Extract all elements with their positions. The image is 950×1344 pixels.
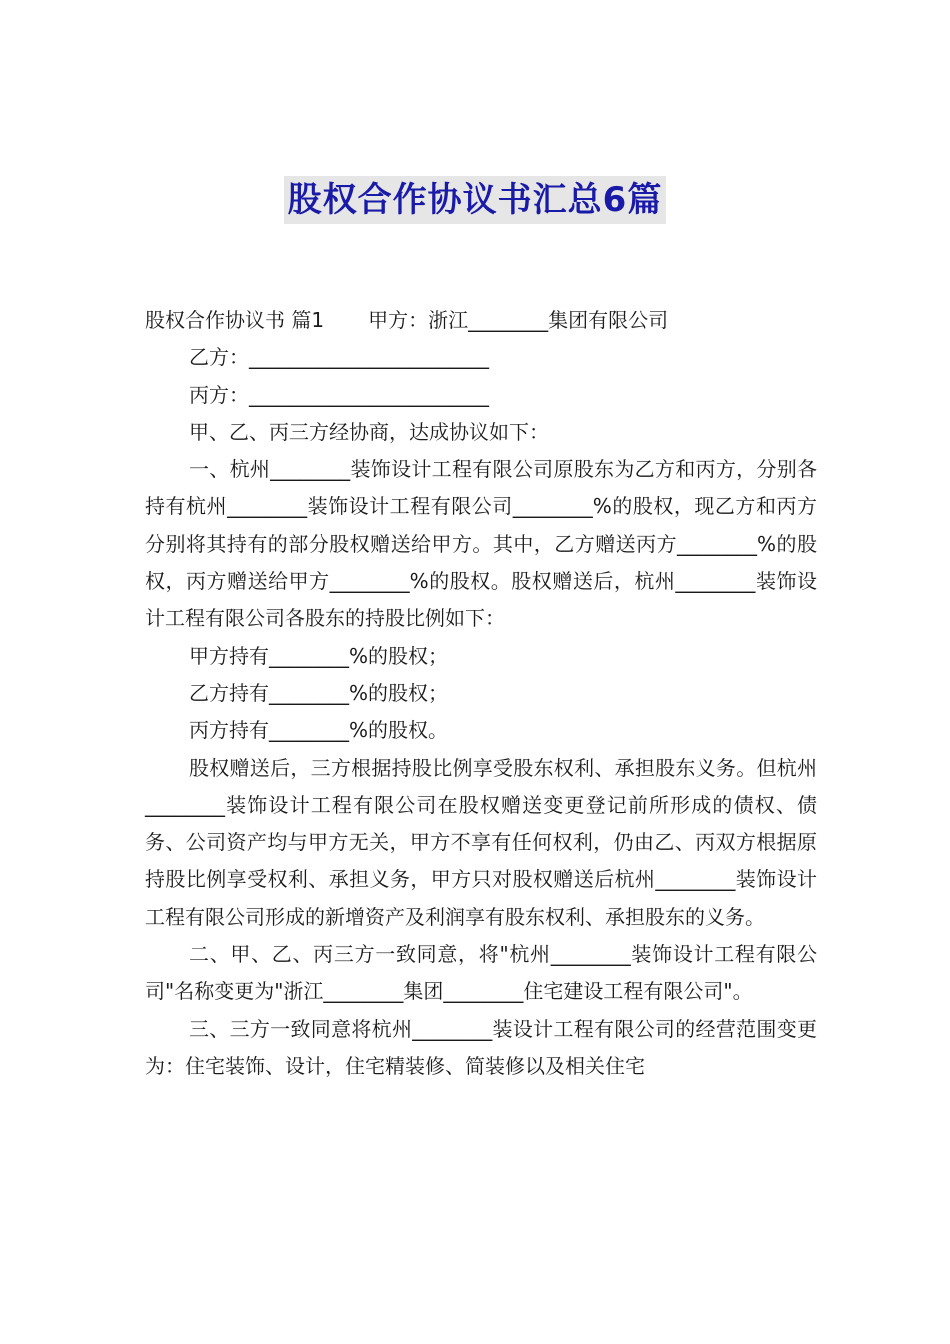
party-a-line: 甲方：浙江________集团有限公司 xyxy=(368,308,669,332)
part-label: 股权合作协议书 篇1 xyxy=(145,308,325,332)
share-party-b: 乙方持有________%的股权； xyxy=(189,680,449,705)
heading-line xyxy=(145,302,817,339)
title-block xyxy=(0,176,950,224)
share-party-c: 丙方持有________%的股权。 xyxy=(189,718,449,743)
agreement-intro: 甲、乙、丙三方经协商，达成协议如下： xyxy=(189,419,549,444)
clause-3: 三、三方一致同意将杭州________装设计工程有限公司的经营范围变更为：住宅装饰、设计，住宅精装修、简装修以及相关住宅 xyxy=(145,1016,817,1078)
party-c-line: 丙方：________________________ xyxy=(189,382,489,407)
document-title: 股权合作协议书汇总6篇 xyxy=(284,176,667,224)
clause-2: 二、甲、乙、丙三方一致同意，将"杭州________装饰设计工程有限公司"名称变更为"浙江________集团________住宅建设工程有限公司"。 xyxy=(145,942,817,1004)
clause-1-rights: 股权赠送后，三方根据持股比例享受股东权利、承担股东义务。但杭州________装饰设计工程有限公司在股权赠送变更登记前所形成的债权、债务、公司资产均与甲方无关，甲方不享有任何权利，仍由乙、丙双方根据原持股比例享受权利、承担义务，甲方只对股权赠送后杭州________装饰设计工程有限公司形成的新增资产及利润享有股东权利、承担股东的义务。 xyxy=(145,755,817,929)
party-b-line: 乙方：________________________ xyxy=(189,345,489,370)
share-party-a: 甲方持有________%的股权； xyxy=(189,643,449,668)
document-body xyxy=(145,302,817,1085)
clause-1: 一、杭州________装饰设计工程有限公司原股东为乙方和丙方，分别各持有杭州________装饰设计工程有限公司________%的股权，现乙方和丙方分别将其持有的部分股权赠送给甲方。其中，乙方赠送丙方________%的股权，丙方赠送给甲方________%的股权。股权赠送后，杭州________装饰设计工程有限公司各股东的持股比例如下： xyxy=(145,457,817,631)
